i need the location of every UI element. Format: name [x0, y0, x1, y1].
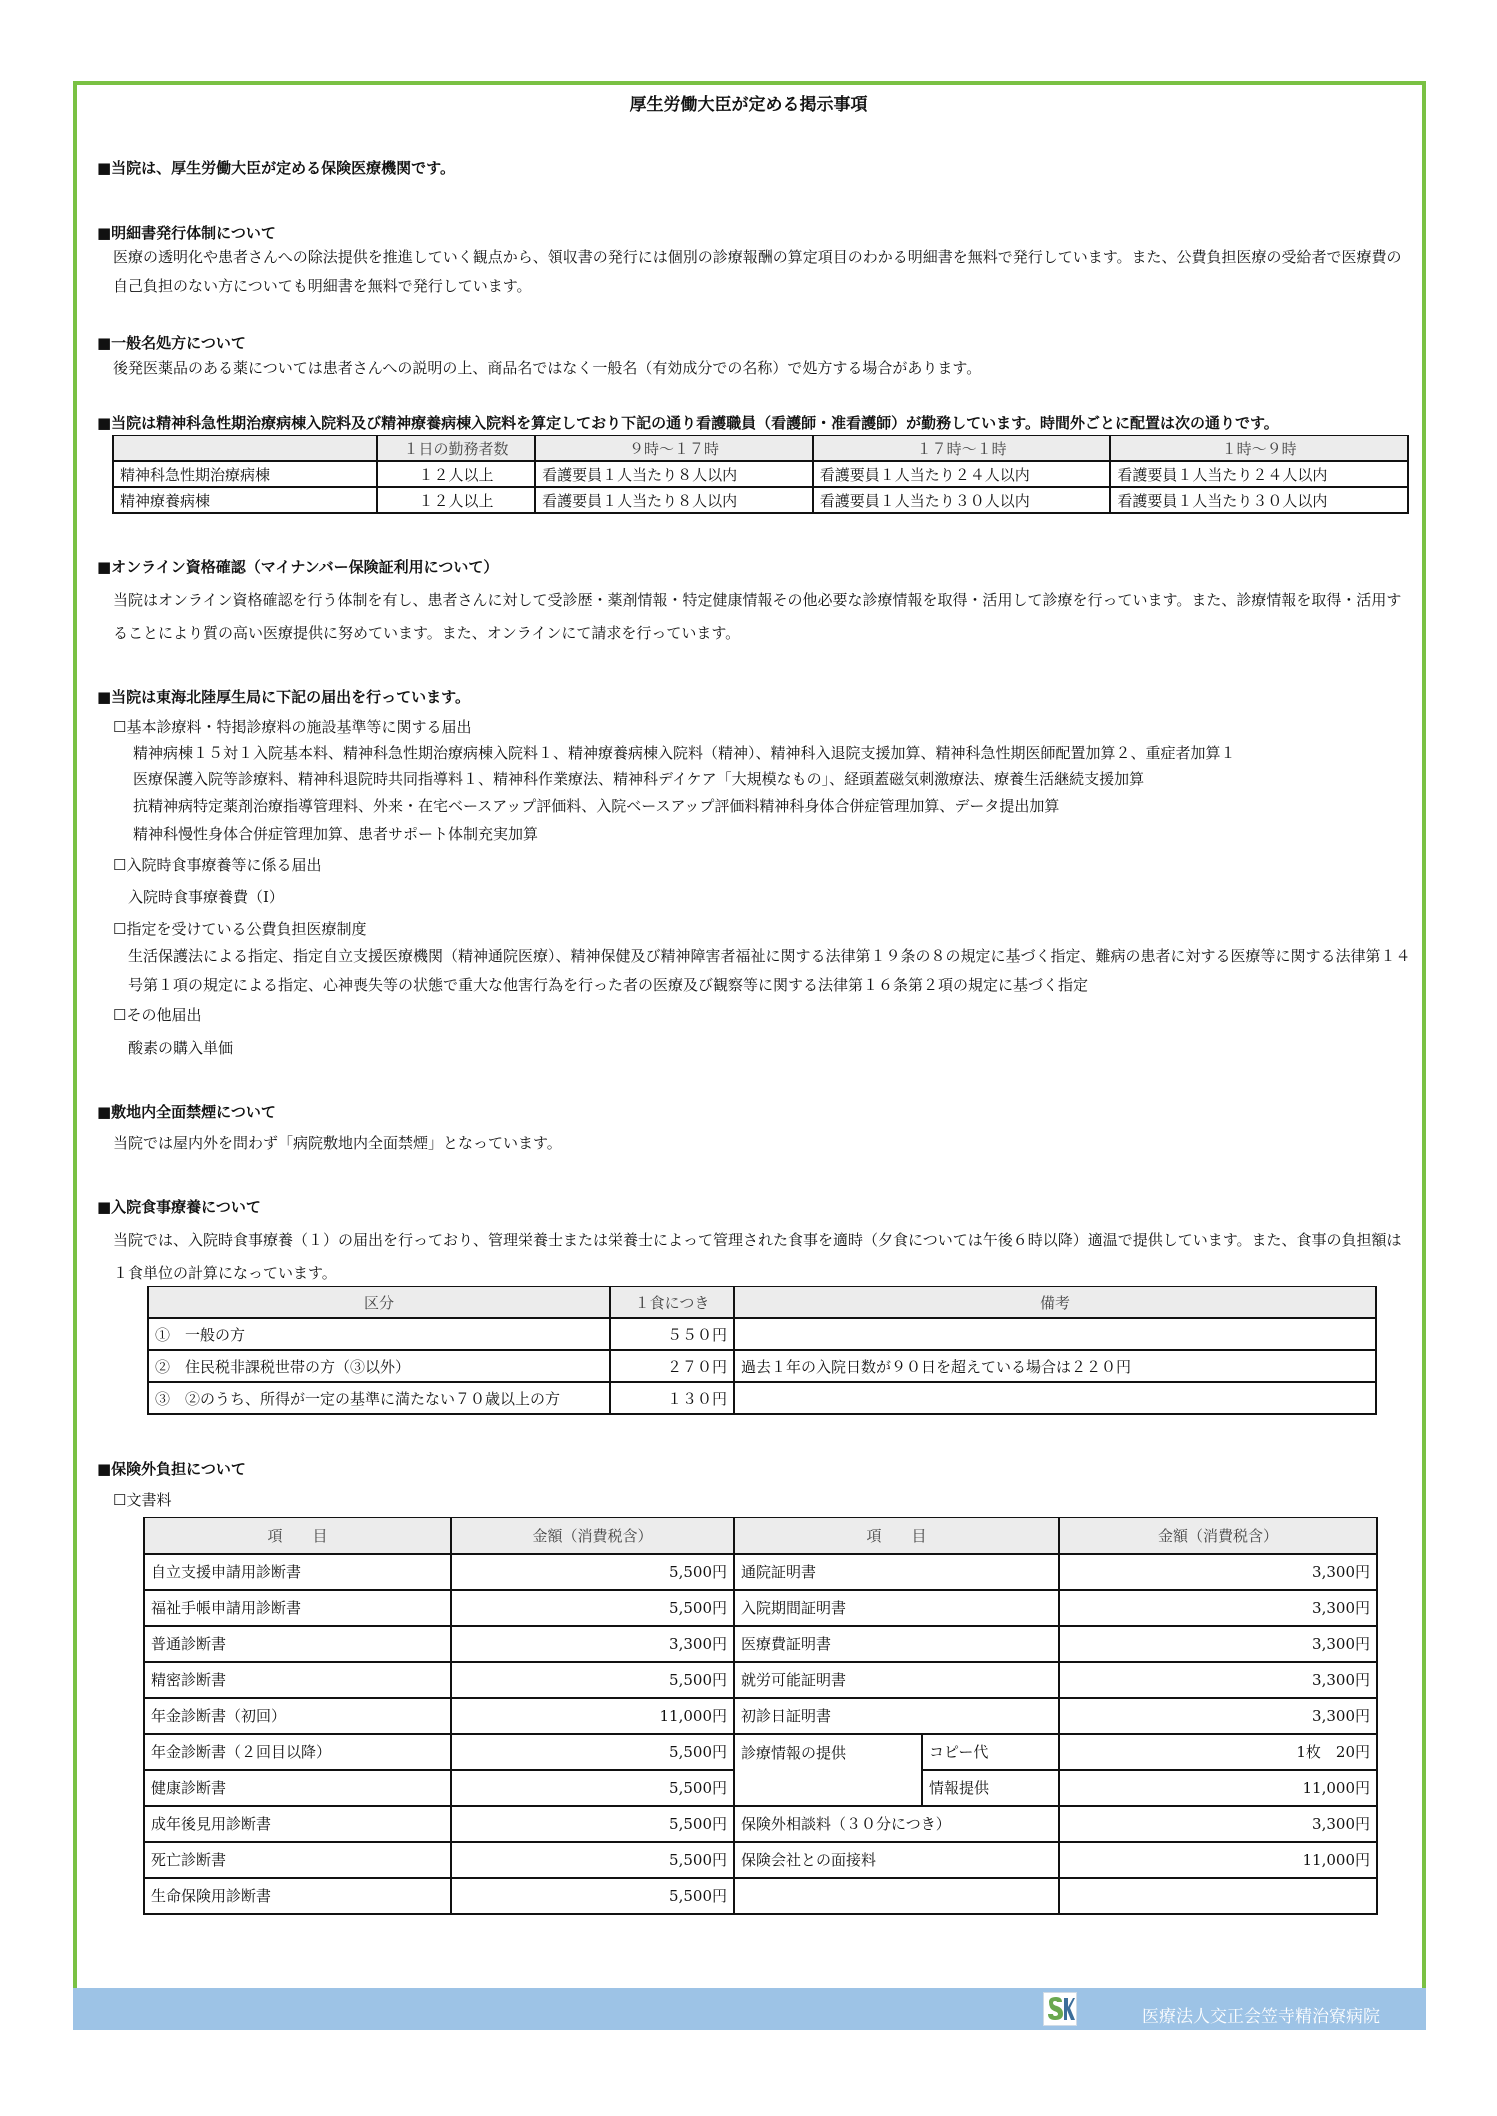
notification-meal-line: 入院時食事療養費（Ⅰ） — [128, 888, 284, 906]
table-row — [144, 1842, 1377, 1878]
table-cell: 5,500円 — [451, 1842, 734, 1878]
table-header-cell: 金額（消費税含） — [451, 1518, 734, 1554]
table-cell: 情報提供 — [922, 1770, 1059, 1806]
table-header-cell: 備考 — [734, 1287, 1376, 1319]
table-row — [113, 461, 1408, 487]
table-cell: 生命保険用診断書 — [144, 1878, 451, 1914]
notification-other-line: 酸素の購入単価 — [128, 1039, 234, 1057]
table-cell: 成年後見用診断書 — [144, 1806, 451, 1842]
table-cell: 3,300円 — [1059, 1806, 1377, 1842]
heading-nursing-staff: ■当院は精神科急性期治療病棟入院料及び精神療養病棟入院料を算定しており下記の通り看護職員（看護師・准看護師）が勤務しています。時間外ごとに配置は次の通りです。 — [97, 414, 1279, 432]
table-cell: ２７０円 — [610, 1350, 734, 1382]
table-cell: 過去１年の入院日数が９０日を超えている場合は２２０円 — [734, 1350, 1376, 1382]
table-cell: １２人以上 — [377, 461, 535, 487]
notification-line: 精神科慢性身体合併症管理加算、患者サポート体制充実加算 — [133, 825, 539, 843]
table-row — [144, 1698, 1377, 1734]
table-header-cell: 区分 — [148, 1287, 610, 1319]
table-header-row — [113, 436, 1408, 462]
nursing-staff-table — [112, 435, 1409, 514]
table-cell: 5,500円 — [451, 1806, 734, 1842]
table-row — [144, 1734, 1377, 1770]
table-cell: 精密診断書 — [144, 1662, 451, 1698]
table-cell: 入院期間証明書 — [734, 1590, 1059, 1626]
table-row — [148, 1318, 1376, 1350]
table-header-cell: 金額（消費税含） — [1059, 1518, 1377, 1554]
heading-inpatient-meals: ■入院食事療養について — [97, 1198, 261, 1216]
table-cell: 看護要員１人当たり３０人以内 — [813, 487, 1111, 513]
notification-basic-heading: ☐基本診療料・特掲診療料の施設基準等に関する届出 — [113, 718, 472, 736]
table-cell: 死亡診断書 — [144, 1842, 451, 1878]
table-cell: １３０円 — [610, 1382, 734, 1414]
table-cell: 精神療養病棟 — [113, 487, 377, 513]
document-fee-table — [143, 1517, 1378, 1915]
heading-notifications: ■当院は東海北陸厚生局に下記の届出を行っています。 — [97, 688, 470, 706]
page-title: 厚生労働大臣が定める掲示事項 — [629, 95, 868, 115]
table-cell: 3,300円 — [1059, 1662, 1377, 1698]
table-cell: コピー代 — [922, 1734, 1059, 1770]
hospital-logo — [1043, 1992, 1077, 2026]
table-cell: ② 住民税非課税世帯の方（③以外） — [148, 1350, 610, 1382]
table-cell: 5,500円 — [451, 1770, 734, 1806]
table-header-cell: 項 目 — [734, 1518, 1059, 1554]
table-cell: 3,300円 — [451, 1626, 734, 1662]
notification-public-body: 生活保護法による指定、指定自立支援医療機関（精神通院医療）、精神保健及び精神障害者福祉に関する法律第１９条の８の規定に基づく指定、難病の患者に対する医療等に関する法律第１４号第１項の規定による指定、心神喪失等の状態で重大な他害行為を行った者の医療及び観察等に関する法律第１６条第２項の規定に基づく指定 — [128, 947, 1411, 994]
table-cell: 看護要員１人当たり３０人以内 — [1110, 487, 1408, 513]
table-cell: 1枚 20円 — [1059, 1734, 1377, 1770]
table-header-cell: １時～９時 — [1110, 436, 1408, 462]
table-cell: 初診日証明書 — [734, 1698, 1059, 1734]
table-cell: ① 一般の方 — [148, 1318, 610, 1350]
table-cell — [1059, 1878, 1377, 1914]
table-cell: 医療費証明書 — [734, 1626, 1059, 1662]
heading-insurance-institution: ■当院は、厚生労働大臣が定める保険医療機関です。 — [97, 159, 455, 177]
table-cell: 看護要員１人当たり２４人以内 — [813, 461, 1111, 487]
heading-receipt: ■明細書発行体制について — [97, 224, 276, 242]
table-row — [144, 1554, 1377, 1590]
table-cell: 5,500円 — [451, 1878, 734, 1914]
table-header-cell: １日の勤務者数 — [377, 436, 535, 462]
notification-line: 抗精神病特定薬剤治療指導管理料、外来・在宅ベースアップ評価料、入院ベースアップ評価料精神科身体合併症管理加算、データ提出加算 — [133, 797, 1060, 815]
table-row — [144, 1806, 1377, 1842]
heading-no-smoking: ■敷地内全面禁煙について — [97, 1103, 276, 1121]
generic-prescription-body: 後発医薬品のある薬については患者さんへの説明の上、商品名ではなく一般名（有効成分での名称）で処方する場合があります。 — [113, 359, 982, 377]
notification-line: 精神病棟１５対１入院基本料、精神科急性期治療病棟入院料１、精神療養病棟入院料（精神）、精神科入退院支援加算、精神科急性期医師配置加算２、重症者加算１ — [133, 744, 1236, 762]
table-header-cell: 項 目 — [144, 1518, 451, 1554]
table-header-cell: ９時～１７時 — [535, 436, 813, 462]
heading-online-verification: ■オンライン資格確認（マイナンバー保険証利用について） — [97, 558, 499, 576]
table-cell: 診療情報の提供 — [734, 1734, 922, 1806]
table-cell: 年金診断書（２回目以降） — [144, 1734, 451, 1770]
table-cell: 11,000円 — [1059, 1770, 1377, 1806]
notification-line: 医療保護入院等診療料、精神科退院時共同指導料１、精神科作業療法、精神科デイケア「大規模なもの」、経頭蓋磁気刺激療法、療養生活継続支援加算 — [133, 770, 1145, 788]
table-cell: １２人以上 — [377, 487, 535, 513]
table-cell: 通院証明書 — [734, 1554, 1059, 1590]
table-header-cell: １食につき — [610, 1287, 734, 1319]
table-row — [113, 487, 1408, 513]
table-row — [148, 1350, 1376, 1382]
heading-non-insurance: ■保険外負担について — [97, 1460, 246, 1478]
meal-fee-table — [147, 1286, 1377, 1415]
table-cell: 看護要員１人当たり８人以内 — [535, 461, 813, 487]
logo-icon — [1044, 1993, 1076, 2025]
table-cell: 3,300円 — [1059, 1698, 1377, 1734]
table-cell: 3,300円 — [1059, 1554, 1377, 1590]
table-cell: 就労可能証明書 — [734, 1662, 1059, 1698]
table-cell: 福祉手帳申請用診断書 — [144, 1590, 451, 1626]
table-cell: 5,500円 — [451, 1662, 734, 1698]
table-cell — [734, 1878, 1059, 1914]
table-cell: 年金診断書（初回） — [144, 1698, 451, 1734]
table-cell: ③ ②のうち、所得が一定の基準に満たない７０歳以上の方 — [148, 1382, 610, 1414]
table-cell: 保険会社との面接料 — [734, 1842, 1059, 1878]
table-row — [144, 1626, 1377, 1662]
table-header-cell — [113, 436, 377, 462]
table-row — [144, 1878, 1377, 1914]
table-cell: 自立支援申請用診断書 — [144, 1554, 451, 1590]
heading-generic-prescription: ■一般名処方について — [97, 334, 246, 352]
hospital-name: 医療法人交正会笠寺精治寮病院 — [1142, 2007, 1380, 2027]
table-cell: 5,500円 — [451, 1734, 734, 1770]
table-cell: 保険外相談料（３０分につき） — [734, 1806, 1059, 1842]
notification-public-heading: ☐指定を受けている公費負担医療制度 — [113, 920, 367, 938]
table-cell: 看護要員１人当たり２４人以内 — [1110, 461, 1408, 487]
table-cell: 看護要員１人当たり８人以内 — [535, 487, 813, 513]
inpatient-meals-body: 当院では、入院時食事療養（１）の届出を行っており、管理栄養士または栄養士によって管理された食事を適時（夕食については午後６時以降）適温で提供しています。また、食事の負担額は１食単位の計算になっています。 — [113, 1231, 1402, 1282]
notification-other-heading: ☐その他届出 — [113, 1006, 202, 1024]
table-cell: 5,500円 — [451, 1590, 734, 1626]
table-cell: 5,500円 — [451, 1554, 734, 1590]
table-header-row — [144, 1518, 1377, 1554]
table-header-cell: １７時～１時 — [813, 436, 1111, 462]
receipt-body: 医療の透明化や患者さんへの除法提供を推進していく観点から、領収書の発行には個別の診療報酬の算定項目のわかる明細書を無料で発行しています。また、公費負担医療の受給者で医療費の自己負担のない方についても明細書を無料で発行しています。 — [113, 248, 1402, 295]
document-fee-heading: ☐文書料 — [113, 1491, 172, 1509]
table-cell — [734, 1382, 1376, 1414]
table-cell: 3,300円 — [1059, 1590, 1377, 1626]
table-cell: 11,000円 — [1059, 1842, 1377, 1878]
table-row — [144, 1662, 1377, 1698]
table-row — [144, 1590, 1377, 1626]
notification-meal-heading: ☐入院時食事療養等に係る届出 — [113, 856, 322, 874]
table-cell: 精神科急性期治療病棟 — [113, 461, 377, 487]
table-row — [148, 1382, 1376, 1414]
table-cell — [734, 1318, 1376, 1350]
table-cell: 3,300円 — [1059, 1626, 1377, 1662]
online-verification-body: 当院はオンライン資格確認を行う体制を有し、患者さんに対して受診歴・薬剤情報・特定健康情報その他必要な診療情報を取得・活用して診療を行っています。また、診療情報を取得・活用することにより質の高い医療提供に努めています。また、オンラインにて請求を行っています。 — [113, 591, 1402, 642]
table-header-row — [148, 1287, 1376, 1319]
table-cell: 健康診断書 — [144, 1770, 451, 1806]
table-cell: ５５０円 — [610, 1318, 734, 1350]
no-smoking-body: 当院では屋内外を問わず「病院敷地内全面禁煙」となっています。 — [113, 1134, 562, 1152]
table-cell: 普通診断書 — [144, 1626, 451, 1662]
table-cell: 11,000円 — [451, 1698, 734, 1734]
